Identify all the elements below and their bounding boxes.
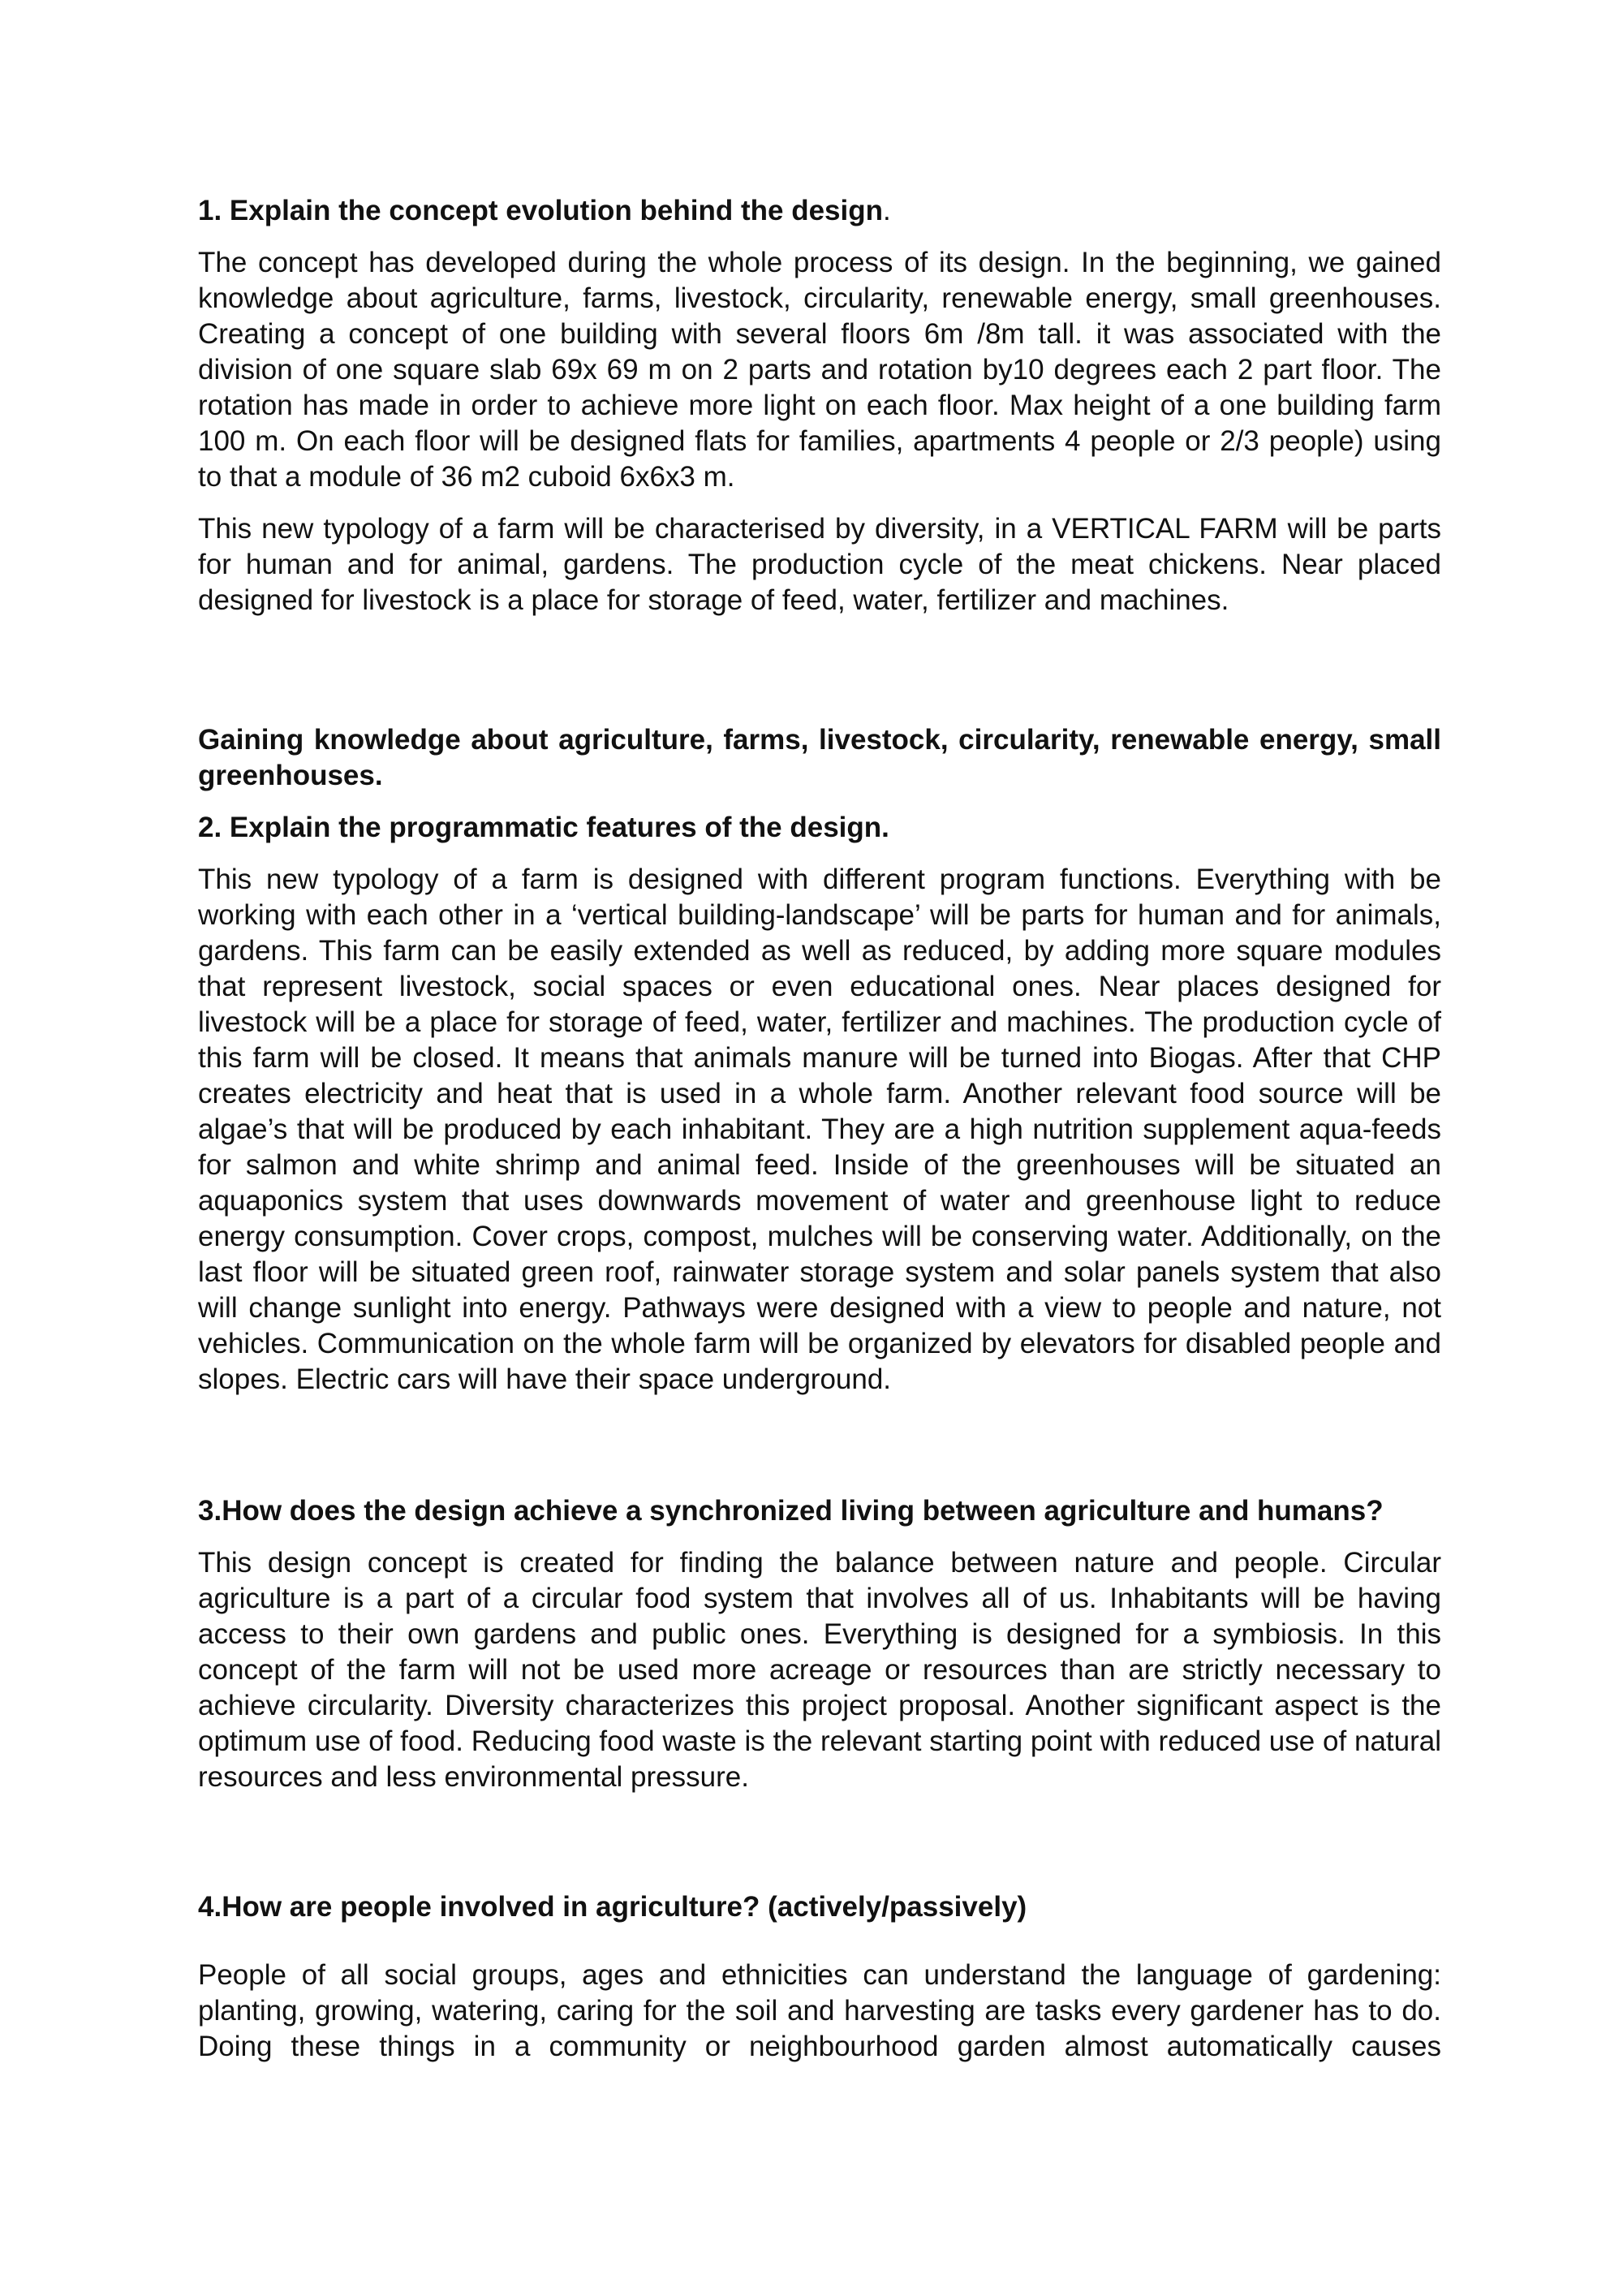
section-2-paragraph: This new typology of a farm is designed with different program functions. Everything with be working with each other in a ‘vertical building-landscape’ will be parts for human and for animals, gardens. This farm can be easily extended as well as reduced, by adding more square modules that represent livestock, social spaces or even educational ones. Near places designed for livestock will be a place for storage of feed, water, fertilizer and machines. The production cycle of this farm will be closed. It means that animals manure will be turned into Biogas. After that CHP creates electricity and heat that is used in a whole farm. Another relevant food source will be algae’s that will be produced by each inhabitant. They are a high nutrition supplement aqua-feeds for salmon and white shrimp and animal feed. Inside of the greenhouses will be situated an aquaponics system that uses downwards movement of water and greenhouse light to reduce energy consumption. Cover crops, compost, mulches will be conserving water. Additionally, on the last floor will be situated green roof, rainwater storage system and solar panels system that also will change sunlight into energy. Pathways were designed with a view to people and nature, not vehicles. Communication on the whole farm will be organized by elevators for disabled people and slopes. Electric cars will have their space underground. [198, 864, 1441, 1395]
section-1-paragraph-2: This new typology of a farm will be characterised by diversity, in a VERTICAL FARM will be parts for human and for animal, gardens. The production cycle of the meat chickens. Near placed designed for livestock is a place for storage of feed, water, fertilizer and machines. [198, 513, 1441, 616]
section-2-heading: 2. Explain the programmatic features of the design. [198, 812, 889, 843]
section-1-heading-period: . [882, 195, 891, 226]
section-1-heading [198, 193, 1441, 229]
section-1-paragraph-1: The concept has developed during the whole process of its design. In the beginning, we gained knowledge about agriculture, farms, livestock, circularity, renewable energy, small greenhouses. Creating a concept of one building with several floors 6m /8m tall. it was associated with the division of one square slab 69x 69 m on 2 parts and rotation by10 degrees each 2 part floor. The rotation has made in order to achieve more light on each floor. Max height of a one building farm 100 m. On each floor will be designed flats for families, apartments 4 people or 2/3 people) using to that a module of 36 m2 cuboid 6x6x3 m. [198, 247, 1441, 493]
section-1-heading-text: 1. Explain the concept evolution behind the design [198, 195, 883, 226]
section-3-heading: 3.How does the design achieve a synchronized living between agriculture and humans? [198, 1495, 1384, 1527]
section-3-paragraph: This design concept is created for finding the balance between nature and people. Circular agriculture is a part of a circular food system that involves all of us. Inhabitants will be having access to their own gardens and public ones. Everything is designed for a symbiosis. In this concept of the farm will not be used more acreage or resources than are strictly necessary to achieve circularity. Diversity characterizes this project proposal. Another significant aspect is the optimum use of food. Reducing food waste is the relevant starting point with reduced use of natural resources and less environmental pressure. [198, 1547, 1441, 1793]
section-2-intro: Gaining knowledge about agriculture, farms, livestock, circularity, renewable energy, small greenhouses. [198, 724, 1441, 791]
document-page [198, 193, 1441, 2065]
section-4-heading: 4.How are people involved in agriculture? (actively/passively) [198, 1891, 1027, 1923]
section-4-paragraph: People of all social groups, ages and ethnicities can understand the language of gardening: planting, growing, watering, caring for the soil and harvesting are tasks every gardener has to do. Doing these things in a community or neighbourhood garden almost automatically causes [198, 1959, 1441, 2062]
